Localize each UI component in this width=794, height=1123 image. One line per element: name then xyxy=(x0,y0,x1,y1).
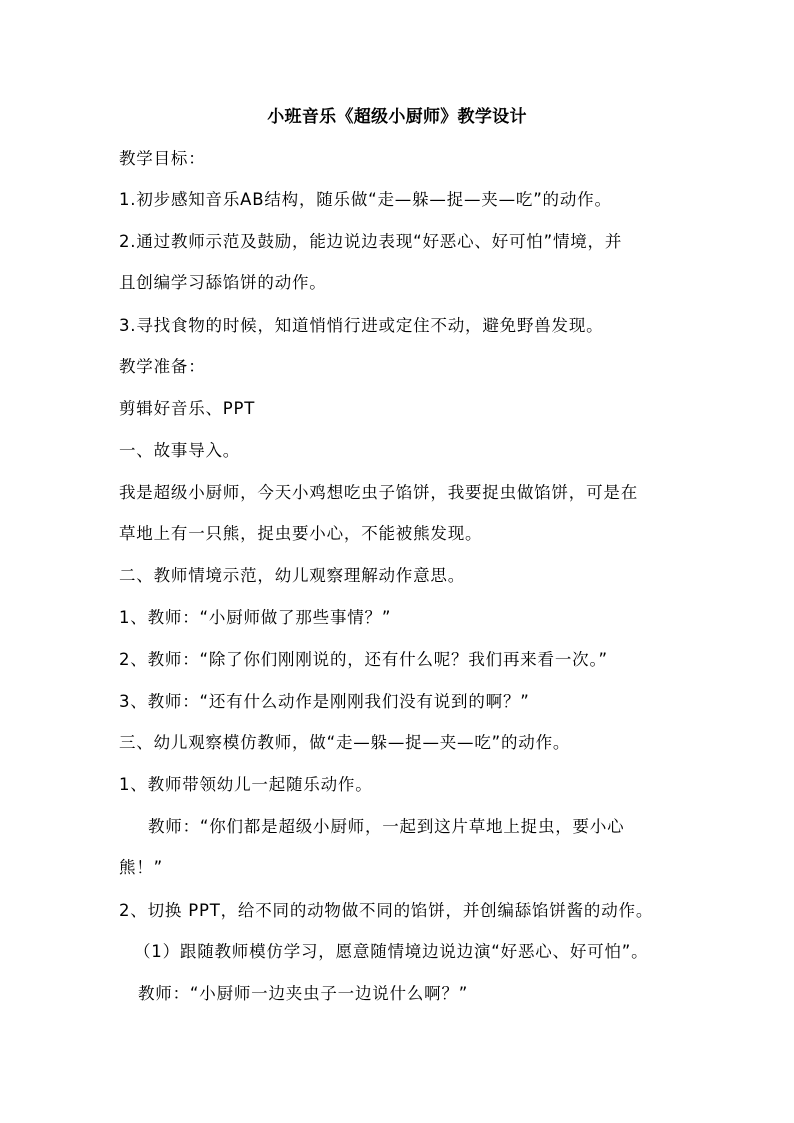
section-heading-teacher-demo: 二、教师情境示范，幼儿观察理解动作意思。 xyxy=(119,566,465,585)
objective-3: 3.寻找食物的时候，知道悄悄行进或定住不动，避免野兽发现。 xyxy=(119,316,604,335)
teacher-question-3: 3、教师：“还有什么动作是刚刚我们没有说到的啊？” xyxy=(119,692,530,711)
teacher-instruction-continued: 熊！” xyxy=(119,858,163,877)
teacher-question-2: 2、教师：“除了你们刚刚说的，还有什么呢？我们再来看一次。” xyxy=(119,650,608,669)
preparation-materials: 剪辑好音乐、PPT xyxy=(119,399,256,418)
section-heading-story-intro: 一、故事导入。 xyxy=(119,441,241,460)
sub-step-1: （1）跟随教师模仿学习，愿意随情境边说边演“好恶心、好可怕”。 xyxy=(134,942,649,961)
document-title: 小班音乐《超级小厨师》教学设计 xyxy=(267,107,527,127)
story-paragraph: 我是超级小厨师，今天小鸡想吃虫子馅饼，我要捉虫做馅饼，可是在 xyxy=(119,483,638,502)
imitation-step-1: 1、教师带领幼儿一起随乐动作。 xyxy=(119,775,373,794)
objective-2: 2.通过教师示范及鼓励，能边说边表现“好恶心、好可怕”情境，并 xyxy=(119,232,623,251)
section-heading-imitation: 三、幼儿观察模仿教师，做“走—躲—捉—夹—吃”的动作。 xyxy=(119,733,571,752)
teacher-question-1: 1、教师：“小厨师做了那些事情？” xyxy=(119,608,392,627)
objective-1: 1.初步感知音乐AB结构，随乐做“走—躲—捉—夹—吃”的动作。 xyxy=(119,190,612,209)
imitation-step-2: 2、切换 PPT，给不同的动物做不同的馅饼，并创编舔馅饼酱的动作。 xyxy=(119,901,654,920)
section-heading-preparation: 教学准备： xyxy=(119,357,206,376)
section-heading-objectives: 教学目标： xyxy=(119,149,206,168)
teacher-instruction: 教师：“你们都是超级小厨师，一起到这片草地上捉虫，要小心 xyxy=(148,817,625,836)
objective-2-continued: 且创编学习舔馅饼的动作。 xyxy=(119,273,327,292)
story-paragraph-continued: 草地上有一只熊，捉虫要小心，不能被熊发现。 xyxy=(119,524,483,543)
teacher-prompt: 教师：“小厨师一边夹虫子一边说什么啊？” xyxy=(138,984,469,1003)
